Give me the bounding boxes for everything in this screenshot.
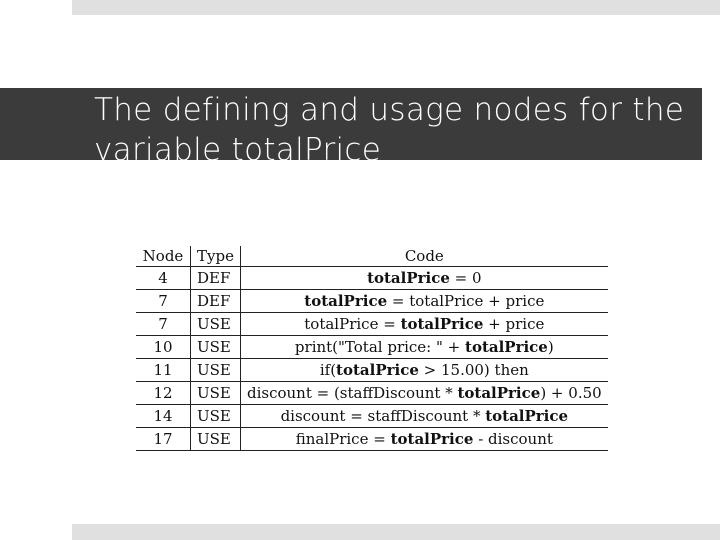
- variable-highlight: totalPrice: [457, 384, 541, 402]
- type-cell: DEF: [191, 267, 241, 290]
- table-row: [136, 428, 608, 451]
- code-text: - discount: [473, 430, 553, 448]
- type-cell: USE: [191, 313, 241, 336]
- table-row: [136, 313, 608, 336]
- table-body: [136, 267, 608, 451]
- code-text: + price: [483, 315, 545, 333]
- node-cell: 17: [136, 428, 191, 451]
- type-cell: DEF: [191, 290, 241, 313]
- type-cell: USE: [191, 405, 241, 428]
- node-cell: 7: [136, 313, 191, 336]
- code-text: > 15.00) then: [418, 361, 529, 379]
- variable-highlight: totalPrice: [465, 338, 548, 356]
- node-cell: 7: [136, 290, 191, 313]
- type-cell: USE: [191, 336, 241, 359]
- code-cell: [240, 359, 607, 382]
- code-cell: [240, 313, 607, 336]
- slide-title-line-1: The defining and usage nodes for the: [94, 92, 685, 128]
- slide-title: [94, 90, 694, 160]
- code-text: = totalPrice + price: [387, 292, 545, 310]
- type-cell: USE: [191, 428, 241, 451]
- code-text: totalPrice =: [304, 315, 401, 333]
- header-type: Type: [191, 246, 241, 267]
- code-text: finalPrice =: [295, 430, 391, 448]
- table-row: [136, 290, 608, 313]
- table-row: [136, 382, 608, 405]
- table-row: [136, 405, 608, 428]
- header-node: Node: [136, 246, 191, 267]
- table-row: [136, 336, 608, 359]
- code-text: discount = staffDiscount *: [280, 407, 486, 425]
- code-cell: [240, 290, 607, 313]
- top-decor-bar: [72, 0, 720, 15]
- variable-highlight: totalPrice: [485, 407, 569, 425]
- code-cell: [240, 405, 607, 428]
- code-cell: [240, 382, 607, 405]
- code-text: ): [547, 338, 554, 356]
- code-cell: [240, 336, 607, 359]
- def-use-table: [136, 246, 608, 451]
- table-row: [136, 359, 608, 382]
- code-text: if(: [319, 361, 337, 379]
- type-cell: USE: [191, 382, 241, 405]
- node-cell: 12: [136, 382, 191, 405]
- variable-highlight: totalPrice: [390, 430, 474, 448]
- code-text: print("Total price: " +: [294, 338, 466, 356]
- header-code: Code: [404, 247, 444, 265]
- table-row: [136, 267, 608, 290]
- variable-highlight: totalPrice: [400, 315, 484, 333]
- code-cell: [240, 267, 607, 290]
- node-cell: 11: [136, 359, 191, 382]
- node-cell: 10: [136, 336, 191, 359]
- variable-highlight: totalPrice: [304, 292, 388, 310]
- code-cell: [240, 428, 607, 451]
- variable-highlight: totalPrice: [336, 361, 419, 379]
- title-band: [0, 88, 702, 160]
- table-header-row: [136, 246, 608, 267]
- node-cell: 4: [136, 267, 191, 290]
- code-text: ) + 0.50: [540, 384, 602, 402]
- slide-title-line-2: variable totalPrice: [94, 132, 382, 160]
- bottom-decor-bar: [72, 524, 720, 540]
- code-text: = 0: [449, 269, 482, 287]
- type-cell: USE: [191, 359, 241, 382]
- code-text: discount = (staffDiscount *: [246, 384, 458, 402]
- node-cell: 14: [136, 405, 191, 428]
- variable-highlight: totalPrice: [367, 269, 450, 287]
